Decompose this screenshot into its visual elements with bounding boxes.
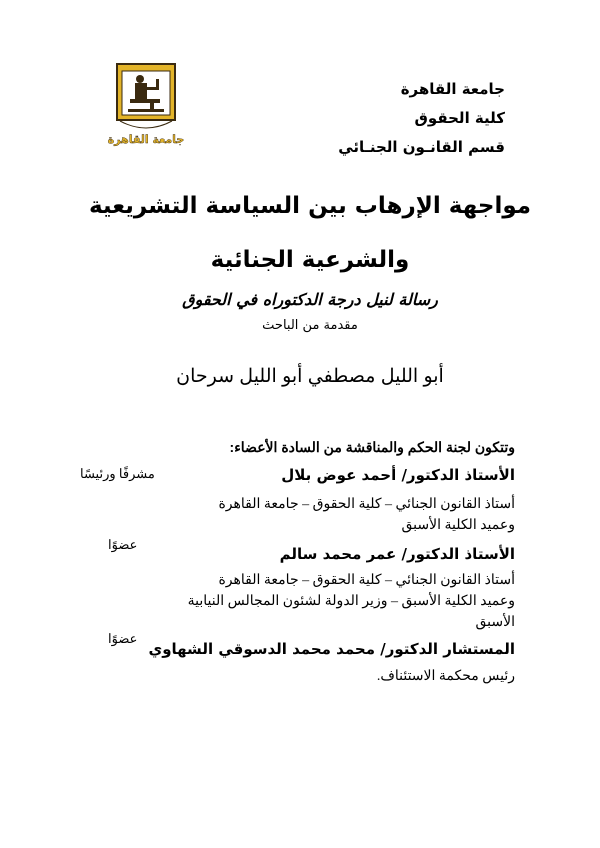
member-description bbox=[95, 666, 515, 687]
member-role: عضوًا bbox=[108, 537, 138, 552]
thesis-title-line2: والشرعية الجنائية bbox=[210, 247, 410, 273]
member-description-line: وعميد الكلية الأسبق bbox=[401, 518, 515, 533]
svg-text:جامعة القاهرة: جامعة القاهرة bbox=[107, 133, 185, 146]
member-name: الأستاذ الدكتور/ عمر محمد سالم bbox=[279, 545, 515, 563]
university-name: جامعة القاهرة bbox=[400, 80, 505, 98]
member-description-line: وعميد الكلية الأسبق – وزير الدولة لشئون المجالس النيابية bbox=[187, 594, 515, 609]
thesis-title-line1: مواجهة الإرهاب بين السياسة التشريعية bbox=[88, 193, 532, 219]
member-name: الأستاذ الدكتور/ أحمد عوض بلال bbox=[281, 466, 515, 484]
member-description-line: رئيس محكمة الاستئناف. bbox=[376, 669, 515, 684]
member-name: المستشار الدكتور/ محمد محمد الدسوقي الشهاوي bbox=[148, 640, 515, 658]
member-description-line: أستاذ القانون الجنائي – كلية الحقوق – جامعة القاهرة bbox=[218, 497, 515, 512]
member-role: عضوًا bbox=[108, 631, 138, 646]
university-logo bbox=[107, 63, 185, 155]
department-name: قسم القانـون الجنـائي bbox=[338, 138, 505, 156]
member-role: مشرفًا ورئيسًا bbox=[80, 466, 155, 481]
member-description bbox=[95, 570, 515, 633]
committee-intro: وتتكون لجنة الحكم والمناقشة من السادة الأعضاء: bbox=[229, 439, 515, 455]
presented-by: مقدمة من الباحث bbox=[262, 318, 358, 333]
thesis-subtitle: رسالة لنيل درجة الدكتوراه في الحقوق bbox=[182, 290, 438, 309]
member-description-line: أستاذ القانون الجنائي – كلية الحقوق – جامعة القاهرة bbox=[218, 573, 515, 588]
author-name: أبو الليل مصطفي أبو الليل سرحان bbox=[176, 366, 444, 387]
member-description-line: الأسبق bbox=[475, 615, 515, 630]
institution-header bbox=[305, 75, 505, 162]
faculty-name: كلية الحقوق bbox=[414, 109, 505, 127]
member-description bbox=[95, 494, 515, 536]
